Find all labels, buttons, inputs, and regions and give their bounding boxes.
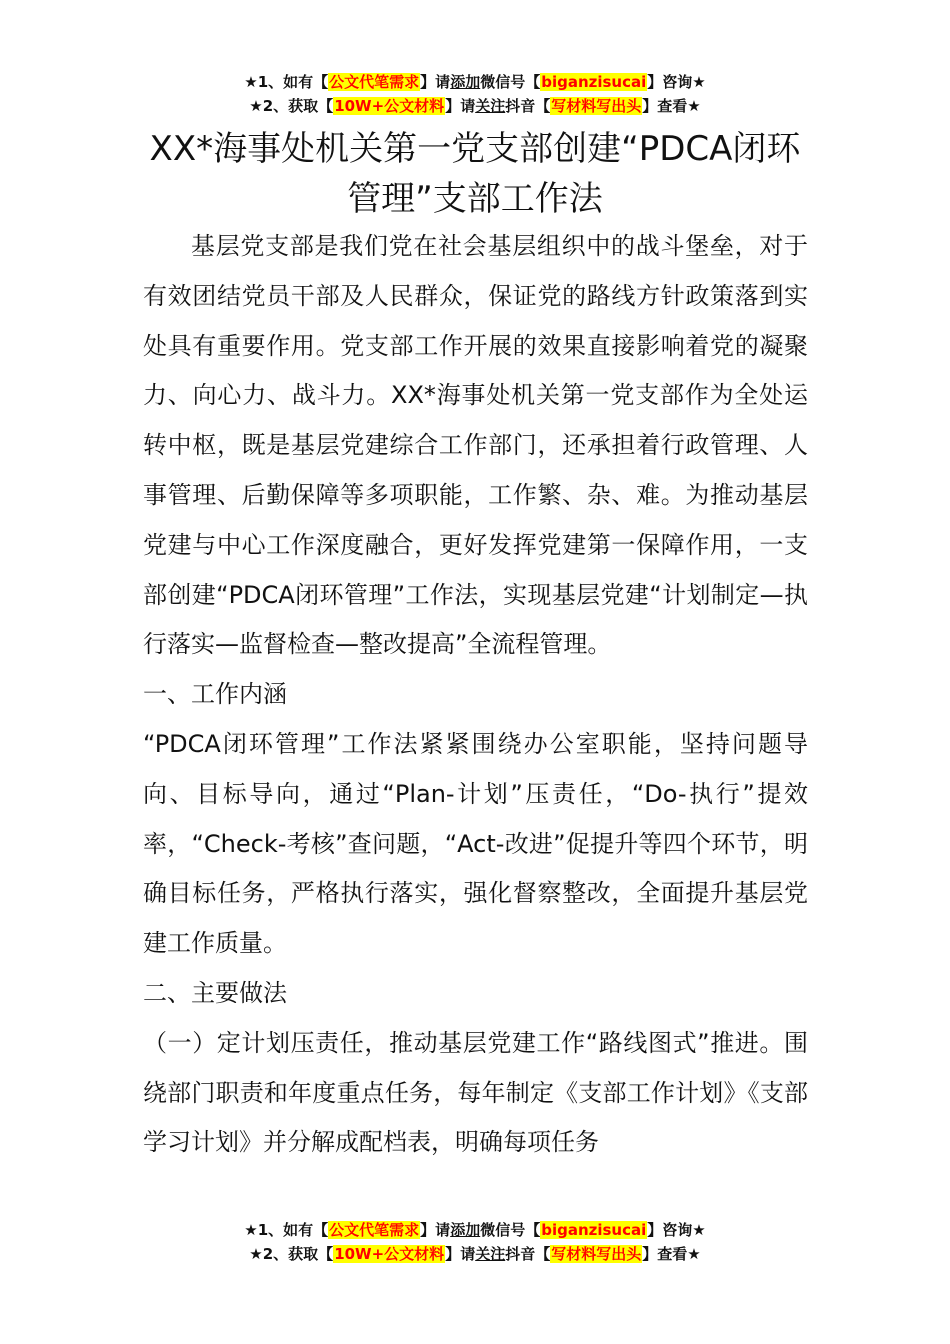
promo-banner-top xyxy=(0,70,950,118)
highlight-service: 公文代笔需求 xyxy=(329,1221,420,1239)
promo-emphasis: 添加 xyxy=(450,1221,481,1239)
promo-text: 】咨询★ xyxy=(647,1221,706,1239)
section-heading-2: 二、主要做法 xyxy=(143,978,287,1007)
highlight-wechat-id: biganzisucai xyxy=(541,73,647,91)
promo-line-2 xyxy=(0,94,950,118)
highlight-materials: 10W+公文材料 xyxy=(334,97,445,115)
promo-text: 】查看★ xyxy=(642,1245,701,1263)
promo-text: 】请 xyxy=(445,97,476,115)
promo-text: 】咨询★ xyxy=(647,73,706,91)
promo-text: ★2、获取【 xyxy=(249,1245,334,1263)
document-title: XX*海事处机关第一党支部创建“PDCA闭环管理”支部工作法 xyxy=(149,129,801,219)
promo-emphasis: 关注 xyxy=(475,1245,506,1263)
promo-emphasis: 关注 xyxy=(475,97,506,115)
promo-text: 微信号【 xyxy=(480,1221,541,1239)
promo-text: 】请 xyxy=(420,1221,451,1239)
promo-text: ★1、如有【 xyxy=(244,1221,329,1239)
promo-line-2 xyxy=(0,1242,950,1266)
promo-text: 微信号【 xyxy=(480,73,541,91)
promo-emphasis: 添加 xyxy=(450,73,481,91)
paragraph-connotation: “PDCA闭环管理”工作法紧紧围绕办公室职能，坚持问题导向、目标导向，通过“Plan-计划”压责任，“Do-执行”提效率，“Check-考核”查问题，“Act-改进”促提升等四个环节，明确目标任务，严格执行落实，强化督察整改，全面提升基层党建工作质量。 xyxy=(143,729,808,958)
promo-text: ★1、如有【 xyxy=(244,73,329,91)
paragraph-intro: 基层党支部是我们党在社会基层组织中的战斗堡垒，对于有效团结党员干部及人民群众，保证党的路线方针政策落到实处具有重要作用。党支部工作开展的效果直接影响着党的凝聚力、向心力、战斗力。XX*海事处机关第一党支部作为全处运转中枢，既是基层党建综合工作部门，还承担着行政管理、人事管理、后勤保障等多项职能，工作繁、杂、难。为推动基层党建与中心工作深度融合，更好发挥党建第一保障作用，一支部创建“PDCA闭环管理”工作法，实现基层党建“计划制定—执行落实—监督检查—整改提高”全流程管理。 xyxy=(143,232,808,659)
promo-text: 抖音【 xyxy=(505,97,551,115)
promo-line-1 xyxy=(0,70,950,94)
promo-line-1 xyxy=(0,1218,950,1242)
section-heading-1: 一、工作内涵 xyxy=(143,680,287,709)
promo-text: 抖音【 xyxy=(505,1245,551,1263)
promo-text: 】查看★ xyxy=(642,97,701,115)
highlight-wechat-id: biganzisucai xyxy=(541,1221,647,1239)
highlight-douyin: 写材料写出头 xyxy=(551,1245,642,1263)
document-body xyxy=(143,222,808,1168)
promo-text: ★2、获取【 xyxy=(249,97,334,115)
promo-text: 】请 xyxy=(420,73,451,91)
promo-banner-bottom xyxy=(0,1218,950,1266)
highlight-materials: 10W+公文材料 xyxy=(334,1245,445,1263)
promo-text: 】请 xyxy=(445,1245,476,1263)
paragraph-practice-1: （一）定计划压责任，推动基层党建工作“路线图式”推进。围绕部门职责和年度重点任务，每年制定《支部工作计划》《支部学习计划》并分解成配档表，明确每项任务 xyxy=(143,1028,808,1157)
highlight-douyin: 写材料写出头 xyxy=(551,97,642,115)
highlight-service: 公文代笔需求 xyxy=(329,73,420,91)
